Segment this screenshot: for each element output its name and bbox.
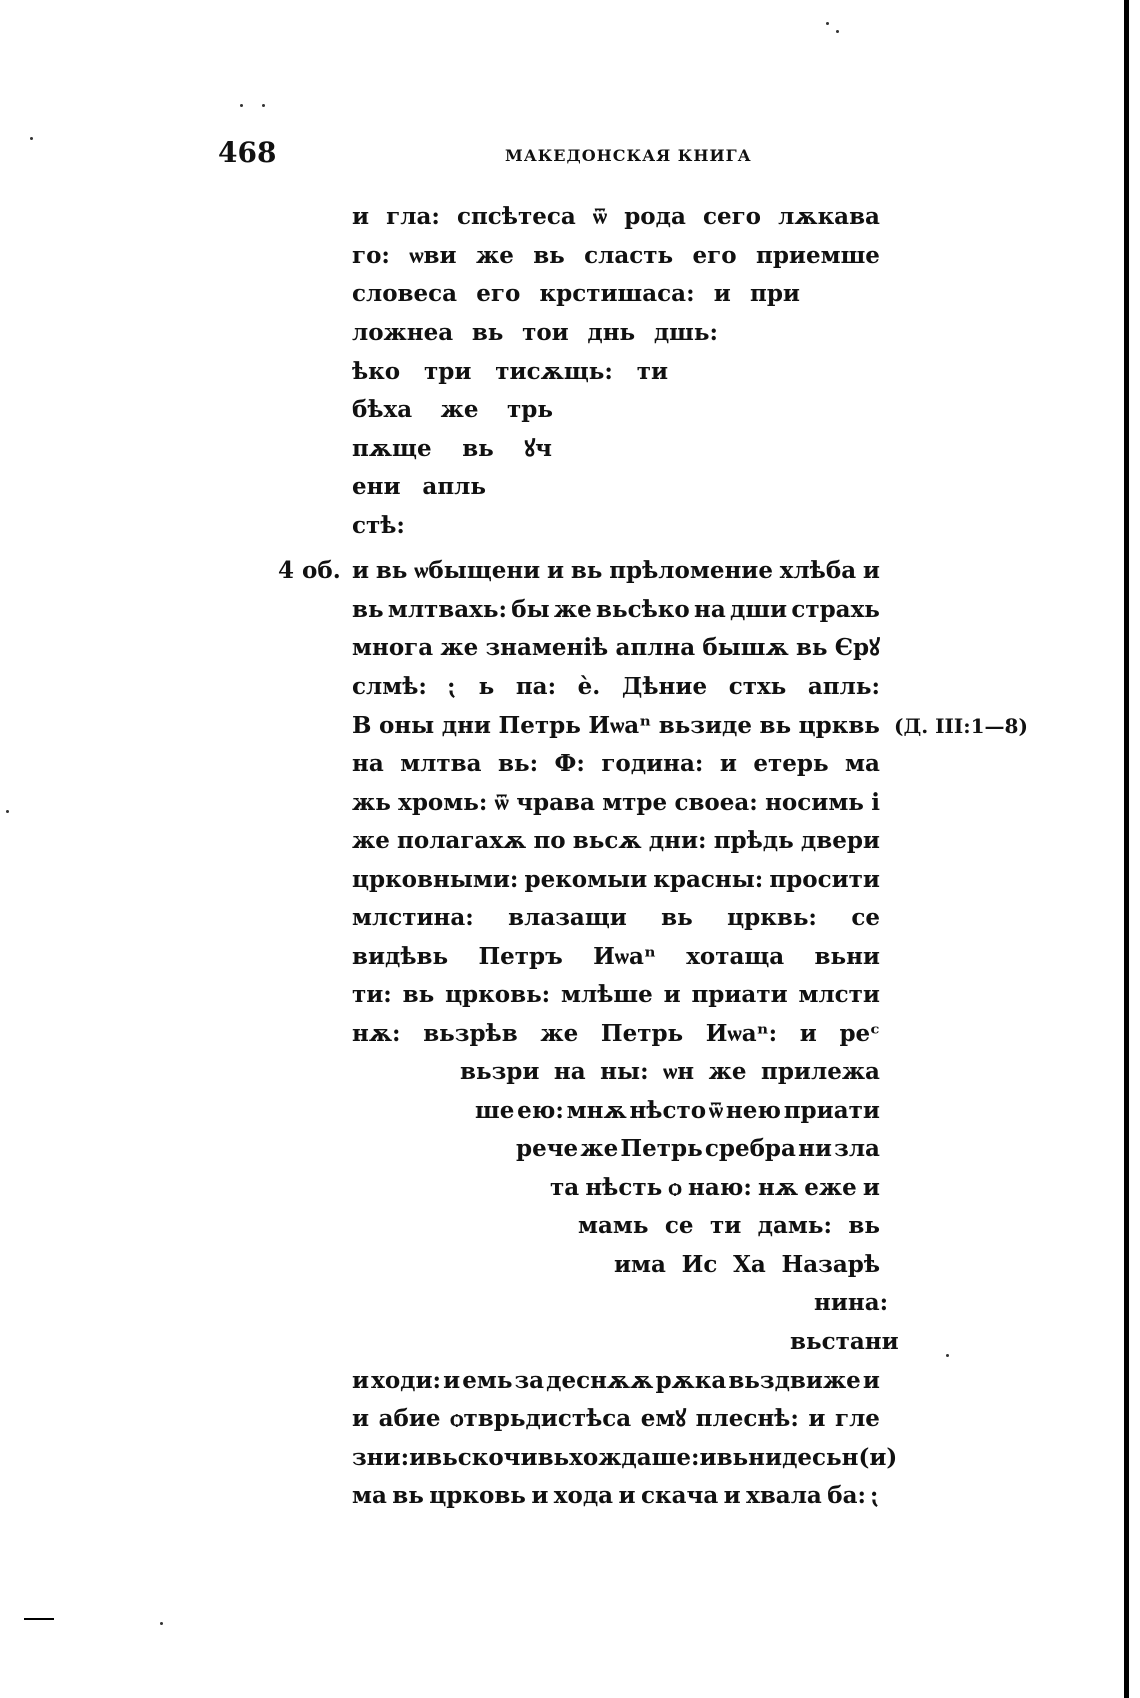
- word: і: [871, 789, 880, 816]
- word: тои: [522, 319, 569, 346]
- word: Ха: [733, 1251, 766, 1278]
- word: рѫка: [655, 1367, 727, 1394]
- word: и: [352, 557, 370, 584]
- word: же: [475, 242, 514, 269]
- word: хотаща: [686, 943, 785, 970]
- word: жь: [352, 789, 391, 816]
- word: же: [708, 1058, 747, 1085]
- text-line: [352, 468, 486, 506]
- text-line: [352, 237, 880, 275]
- word: црковными:: [352, 866, 519, 893]
- word: апль: [422, 473, 486, 500]
- word: ꙋч: [524, 435, 552, 462]
- word: дни:: [648, 827, 707, 854]
- word: ѿ: [592, 203, 608, 230]
- word: наю:: [688, 1174, 752, 1201]
- text-line: [352, 353, 668, 391]
- word: вь: [759, 712, 792, 739]
- word: црквь:: [727, 904, 817, 931]
- word: вь: [402, 981, 435, 1008]
- word: скача: [640, 1482, 719, 1509]
- word: вьниде: [716, 1444, 813, 1471]
- word: ма: [845, 750, 880, 777]
- text-line: [352, 1477, 880, 1515]
- text-line: [352, 822, 880, 860]
- word: вьсѣко: [596, 596, 690, 623]
- word: же: [553, 596, 592, 623]
- page-edge-shadow: [1124, 0, 1129, 1698]
- word: деснѫѫ: [546, 1367, 654, 1394]
- word: Єрꙋ: [834, 634, 880, 661]
- text-line: [614, 1246, 880, 1284]
- word: своеа:: [674, 789, 758, 816]
- word: ходи:: [371, 1367, 442, 1394]
- word: ни: [798, 1135, 832, 1162]
- word: красны:: [653, 866, 764, 893]
- word: сребра: [704, 1135, 796, 1162]
- word: оны: [378, 712, 435, 739]
- word: вьни: [814, 943, 880, 970]
- text-line: [460, 1053, 880, 1091]
- word: мамь: [578, 1212, 649, 1239]
- word: ложнеа: [352, 319, 454, 346]
- scan-speck: [160, 1622, 163, 1625]
- word: рода: [624, 203, 686, 230]
- running-title: МАКЕДОНСКАЯ КНИГА: [505, 146, 752, 165]
- word: Петрь: [620, 1135, 703, 1162]
- word: н(и): [841, 1444, 898, 1471]
- word: днь: [587, 319, 636, 346]
- word: приати: [691, 981, 788, 1008]
- word: плеснѣ:: [695, 1405, 799, 1432]
- word: Иѡаⁿ: [593, 943, 656, 970]
- word: ше: [475, 1097, 515, 1124]
- word: млсти: [798, 981, 880, 1008]
- word: же: [352, 827, 390, 854]
- word: ени: [352, 473, 401, 500]
- word: по: [533, 827, 566, 854]
- word: ѻтврьдистѣса: [450, 1405, 632, 1432]
- word: влазащи: [508, 904, 627, 931]
- word: дни: [441, 712, 491, 739]
- word: на: [352, 750, 384, 777]
- word: вьзри: [460, 1058, 540, 1085]
- word: Иѡаⁿ: [588, 712, 652, 739]
- word: Петрь: [498, 712, 581, 739]
- word: прѣдь: [713, 827, 794, 854]
- word: млтвахь:: [387, 596, 507, 623]
- word: вь: [795, 634, 828, 661]
- text-line: [352, 784, 880, 822]
- word: и: [862, 1174, 880, 1201]
- folio-note: 4 об.: [278, 557, 341, 584]
- word: и: [352, 1367, 370, 1394]
- word: ти: [636, 358, 668, 385]
- word: же: [440, 396, 479, 423]
- text-line: [352, 1400, 880, 1438]
- word: чрава: [516, 789, 595, 816]
- scan-speck: [262, 104, 265, 107]
- word: ею:: [517, 1097, 564, 1124]
- word: же: [440, 634, 479, 661]
- word: знаменіѣ: [485, 634, 609, 661]
- text-line: [516, 1130, 880, 1168]
- word: вь: [570, 557, 603, 584]
- word: емꙋ: [640, 1405, 687, 1432]
- word: Иѡаⁿ:: [705, 1020, 778, 1047]
- text-line: [352, 552, 880, 590]
- word: ѿ: [708, 1097, 724, 1124]
- word: тисѫщь:: [495, 358, 613, 385]
- text-line: нина:: [814, 1289, 889, 1316]
- word: нѣсть: [585, 1174, 663, 1201]
- text-line: [475, 1092, 880, 1130]
- scan-speck: [946, 1354, 949, 1357]
- word: вь: [848, 1212, 880, 1239]
- word: еже: [804, 1174, 857, 1201]
- word: реᶜ: [839, 1020, 880, 1047]
- word: прѣломение: [609, 557, 773, 584]
- word: дамь:: [757, 1212, 832, 1239]
- text-line: [550, 1169, 880, 1207]
- scan-speck: [6, 810, 9, 813]
- scan-mark: [24, 1618, 54, 1620]
- word: гле: [834, 1405, 880, 1432]
- word: двери: [800, 827, 880, 854]
- word: абие: [378, 1405, 441, 1432]
- word: и: [862, 1367, 880, 1394]
- word: вь:: [498, 750, 539, 777]
- word: вьскочивь: [426, 1444, 570, 1471]
- word: же: [540, 1020, 579, 1047]
- text-line: [352, 430, 552, 468]
- word: его: [476, 280, 521, 307]
- word: нею: [725, 1097, 781, 1124]
- word: го:: [352, 242, 390, 269]
- word: трь: [507, 396, 553, 423]
- text-line: стѣ:: [352, 512, 405, 539]
- word: и: [808, 1405, 826, 1432]
- word: приемше: [756, 242, 880, 269]
- word: хлѣба: [779, 557, 857, 584]
- word: гла:: [386, 203, 440, 230]
- word: мтре: [602, 789, 668, 816]
- text-line: [352, 314, 718, 352]
- word: млтва: [400, 750, 482, 777]
- word: и: [719, 750, 737, 777]
- word: ѿ: [494, 789, 509, 816]
- word: вьзиде: [658, 712, 752, 739]
- word: на: [553, 1058, 586, 1085]
- text-line: [352, 707, 880, 745]
- scan-speck: [836, 30, 839, 33]
- word: апль:: [807, 673, 880, 700]
- word: Петрь: [600, 1020, 684, 1047]
- word: и: [799, 1020, 817, 1047]
- word: и: [352, 1405, 370, 1432]
- text-line: [352, 861, 880, 899]
- word: носимь: [765, 789, 864, 816]
- word: зла: [834, 1135, 880, 1162]
- word: аплна: [615, 634, 696, 661]
- text-line: [352, 976, 880, 1014]
- word: и: [547, 557, 565, 584]
- word: Ис: [681, 1251, 718, 1278]
- word: вь: [352, 596, 384, 623]
- word: млстина:: [352, 904, 474, 931]
- scan-speck: [30, 137, 33, 140]
- word: хождаше:: [569, 1444, 700, 1471]
- word: Дѣние: [621, 673, 708, 700]
- word: вь: [533, 242, 565, 269]
- word: ѻ: [668, 1174, 682, 1201]
- word: црковь: [429, 1482, 526, 1509]
- word: вьзрѣв: [423, 1020, 518, 1047]
- text-line: [352, 391, 553, 429]
- word: многа: [352, 634, 434, 661]
- word: словеса: [352, 280, 458, 307]
- word: емь: [462, 1367, 513, 1394]
- word: на: [693, 596, 726, 623]
- word: ба:: [827, 1482, 866, 1509]
- word: година:: [601, 750, 704, 777]
- word: сего: [702, 203, 762, 230]
- text-line: [578, 1207, 880, 1245]
- word: мнѫ: [566, 1097, 627, 1124]
- word: па:: [515, 673, 557, 700]
- word: нѣсто: [629, 1097, 707, 1124]
- word: рекомыи: [524, 866, 648, 893]
- word: вь: [375, 557, 408, 584]
- word: прилежа: [761, 1058, 880, 1085]
- word: и: [699, 1444, 717, 1471]
- word: ѣко: [352, 358, 401, 385]
- word: етерь: [753, 750, 829, 777]
- word: млѣше: [561, 981, 653, 1008]
- word: просити: [769, 866, 880, 893]
- word: хвала: [746, 1482, 822, 1509]
- text-line: [352, 629, 880, 667]
- word: вь: [462, 435, 494, 462]
- word: и: [352, 203, 370, 230]
- word: и: [618, 1482, 636, 1509]
- scan-speck: [240, 104, 243, 107]
- word: ⁏: [448, 673, 457, 700]
- word: дшь:: [653, 319, 718, 346]
- text-line: [352, 938, 880, 976]
- word: и: [409, 1444, 427, 1471]
- word: полагахѫ: [397, 827, 527, 854]
- word: бы: [511, 596, 550, 623]
- word: и: [663, 981, 681, 1008]
- text-line: [352, 591, 880, 629]
- word: видѣвь: [352, 943, 449, 970]
- word: его: [692, 242, 737, 269]
- text-line: [352, 198, 880, 236]
- word: црковь:: [445, 981, 551, 1008]
- word: три: [424, 358, 472, 385]
- word: Петръ: [478, 943, 563, 970]
- text-line: [352, 1439, 898, 1477]
- word: приати: [783, 1097, 880, 1124]
- word: зни:: [352, 1444, 410, 1471]
- word: се: [664, 1212, 694, 1239]
- text-line: [352, 745, 880, 783]
- word: ны:: [600, 1058, 649, 1085]
- word: рече: [516, 1135, 579, 1162]
- word: Назарѣ: [781, 1251, 880, 1278]
- text-line: вьстани: [790, 1328, 899, 1355]
- word: нѫ:: [352, 1020, 401, 1047]
- word: ь: [478, 673, 495, 700]
- text-line: [352, 1015, 880, 1053]
- word: сь: [812, 1444, 842, 1471]
- word: дши: [729, 596, 788, 623]
- word: стхь: [728, 673, 787, 700]
- word: црквь: [798, 712, 880, 739]
- text-line: [352, 899, 880, 937]
- word: ти:: [352, 981, 392, 1008]
- text-line: [352, 1362, 880, 1400]
- word: вьздвиже: [728, 1367, 861, 1394]
- word: ⁏: [871, 1482, 880, 1509]
- word: пѫще: [352, 435, 432, 462]
- word: ѡн: [663, 1058, 695, 1085]
- word: Ф:: [554, 750, 585, 777]
- word: за: [514, 1367, 545, 1394]
- word: и: [862, 557, 880, 584]
- scan-speck: [826, 22, 829, 25]
- page-number: 468: [218, 136, 277, 169]
- word: хода: [553, 1482, 614, 1509]
- word: има: [614, 1251, 666, 1278]
- word: же: [580, 1135, 619, 1162]
- word: и: [443, 1367, 461, 1394]
- text-line: [352, 275, 800, 313]
- scripture-reference: (Д. III:1—8): [894, 714, 1028, 738]
- word: сласть: [584, 242, 674, 269]
- word: В: [352, 712, 372, 739]
- word: крстишаса:: [539, 280, 695, 307]
- word: вь: [392, 1482, 424, 1509]
- word: бышѫ: [702, 634, 789, 661]
- word: се: [851, 904, 880, 931]
- word: ѐ.: [577, 673, 601, 700]
- word: и: [723, 1482, 741, 1509]
- word: и: [713, 280, 731, 307]
- word: слмѣ:: [352, 673, 427, 700]
- word: ѡви: [409, 242, 457, 269]
- word: бѣха: [352, 396, 413, 423]
- word: вьсѫ: [572, 827, 642, 854]
- word: ти: [709, 1212, 742, 1239]
- word: ѡбыщени: [414, 557, 541, 584]
- word: нѫ: [758, 1174, 799, 1201]
- word: та: [550, 1174, 580, 1201]
- word: спсѣтеса: [456, 203, 576, 230]
- word: ма: [352, 1482, 387, 1509]
- text-line: [352, 668, 880, 706]
- word: и: [531, 1482, 549, 1509]
- word: вь: [471, 319, 504, 346]
- word: лѫкава: [778, 203, 880, 230]
- word: хромь:: [398, 789, 488, 816]
- word: при: [750, 280, 800, 307]
- word: страхь: [791, 596, 880, 623]
- word: вь: [661, 904, 693, 931]
